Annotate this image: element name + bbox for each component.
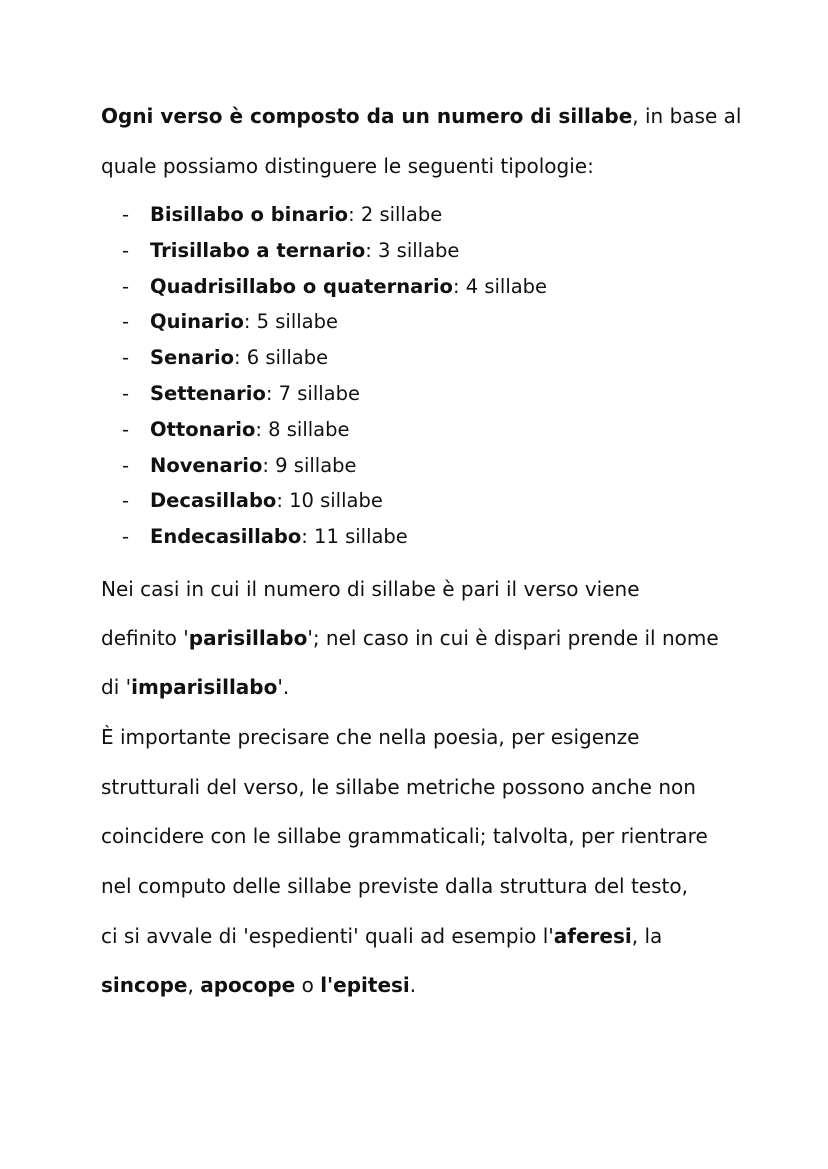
para3-line-4: nel computo delle sillabe previste dalla struttura del testo,	[101, 874, 688, 898]
list-item-text	[150, 454, 357, 478]
para2-line-3	[101, 675, 289, 699]
verse-type-name: Senario	[150, 346, 235, 369]
list-item-text	[150, 203, 442, 227]
parisillabo-term: parisillabo	[188, 626, 308, 650]
list-item-separator: :	[452, 275, 460, 298]
para2-line-2	[101, 626, 719, 650]
sincope-term: sincope	[101, 973, 188, 997]
para3-line-5	[101, 924, 662, 948]
syllable-count: 6 sillabe	[240, 346, 329, 369]
list-item-separator: :	[243, 310, 251, 333]
syllable-count: 2 sillabe	[354, 203, 443, 226]
apocope-term: apocope	[200, 973, 296, 997]
list-item-text	[150, 382, 360, 406]
verse-type-name: Quadrisillabo o quaternario	[150, 275, 453, 298]
list-dash: -	[122, 203, 130, 226]
list-item-text	[150, 275, 547, 299]
syllable-count: 8 sillabe	[261, 418, 350, 441]
list-item-separator: :	[234, 346, 241, 369]
list-item-separator: :	[276, 489, 283, 512]
list-item-separator: :	[265, 382, 273, 405]
list-dash: -	[122, 310, 130, 333]
para3-line-3: coincidere con le sillabe grammaticali; talvolta, per rientrare	[101, 824, 708, 848]
para3-line-1: È importante precisare che nella poesia, per esigenze	[101, 725, 640, 749]
list-dash: -	[122, 489, 130, 512]
verse-type-name: Endecasillabo	[150, 525, 302, 548]
intro-text: , in base al	[632, 104, 742, 128]
list-item-separator: :	[301, 525, 308, 548]
list-item-text	[150, 489, 383, 513]
list-item-separator: :	[365, 239, 372, 262]
syllable-count: 10 sillabe	[282, 489, 383, 512]
para3-line-2: strutturali del verso, le sillabe metriche possono anche non	[101, 775, 696, 799]
para3-text: ci si avvale di 'espedienti' quali ad esempio l'	[101, 924, 554, 948]
imparisillabo-term: imparisillabo	[131, 675, 278, 699]
list-dash: -	[122, 525, 130, 548]
verse-type-name: Trisillabo a ternario	[150, 239, 366, 262]
list-dash: -	[122, 454, 130, 477]
list-dash: -	[122, 418, 130, 441]
intro-line-1	[101, 104, 741, 128]
para3-text: ,	[187, 973, 201, 997]
intro-line-2: quale possiamo distinguere le seguenti tipologie:	[101, 154, 594, 178]
list-item-text	[150, 525, 408, 549]
list-item-separator: :	[348, 203, 355, 226]
verse-type-name: Quinario	[150, 310, 244, 333]
para3-line-6	[101, 973, 416, 997]
list-item-text	[150, 346, 328, 370]
list-dash: -	[122, 239, 130, 262]
verse-type-name: Ottonario	[150, 418, 256, 441]
list-item-separator: :	[255, 418, 262, 441]
aferesi-term: aferesi	[553, 924, 632, 948]
epitesi-term: l'epitesi	[320, 973, 410, 997]
list-dash: -	[122, 275, 130, 298]
list-item-text	[150, 418, 349, 442]
para2-text: '.	[277, 675, 290, 699]
verse-type-name: Bisillabo o binario	[150, 203, 349, 226]
para2-text: di '	[101, 675, 132, 699]
para2-text: '; nel caso in cui è dispari prende il nome	[307, 626, 719, 650]
verse-type-name: Settenario	[150, 382, 266, 405]
syllable-count: 3 sillabe	[371, 239, 460, 262]
syllable-count: 11 sillabe	[307, 525, 408, 548]
list-item-text	[150, 239, 459, 263]
syllable-count: 4 sillabe	[459, 275, 548, 298]
verse-type-name: Novenario	[150, 454, 263, 477]
intro-bold-text: Ogni verso è composto da un numero di sillabe	[101, 104, 633, 128]
list-dash: -	[122, 382, 130, 405]
verse-type-name: Decasillabo	[150, 489, 277, 512]
syllable-count: 5 sillabe	[250, 310, 339, 333]
list-dash: -	[122, 346, 130, 369]
para3-text: o	[295, 973, 321, 997]
para3-text: .	[409, 973, 417, 997]
para3-text: , la	[631, 924, 663, 948]
para2-line-1: Nei casi in cui il numero di sillabe è pari il verso viene	[101, 577, 640, 601]
syllable-count: 7 sillabe	[272, 382, 361, 405]
para2-text: definito '	[101, 626, 189, 650]
list-item-separator: :	[262, 454, 269, 477]
list-item-text	[150, 310, 338, 334]
syllable-count: 9 sillabe	[268, 454, 357, 477]
